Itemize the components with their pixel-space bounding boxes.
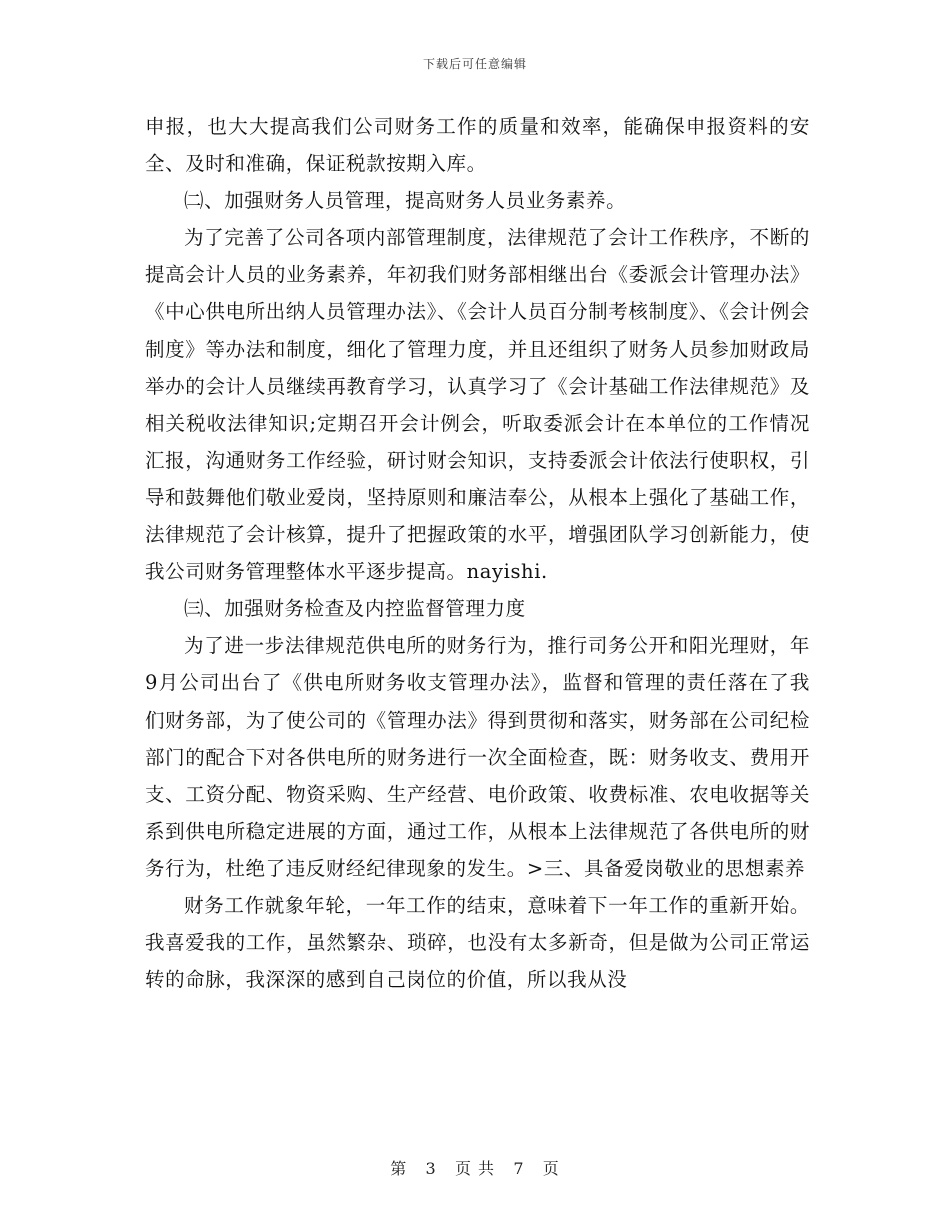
paragraph-1: 申报，也大大提高我们公司财务工作的质量和效率，能确保申报资料的安全、及时和准确，保证税款按期入库。	[145, 115, 810, 176]
paragraph-5: 为了进一步法律规范供电所的财务行为，推行司务公开和阳光理财，年9月公司出台了《供电所财务收支管理办法》，监督和管理的责任落在了我们财务部，为了使公司的《管理办法》得到贯彻和落实，财务部在公司纪检部门的配合下对各供电所的财务进行一次全面检查，既：财务收支、费用开支、工资分配、物资采购、生产经营、电价政策、收费标准、农电收据等关系到供电所稳定进展的方面，通过工作，从根本上法律规范了各供电所的财务行为，杜绝了违反财经纪律现象的发生。>三、具备爱岗敬业的思想素养	[145, 634, 810, 880]
section-heading-2: ㈡、加强财务人员管理，提高财务人员业务素养。	[184, 189, 627, 213]
footer-suffix: 页	[542, 1159, 560, 1178]
header-note: 下载后可任意编辑	[422, 57, 527, 71]
body-text	[145, 108, 810, 998]
section-heading-3: ㈢、加强财务检查及内控监督管理力度	[184, 597, 526, 621]
footer-current-page: 3	[425, 1159, 437, 1178]
page-footer	[0, 1156, 950, 1179]
footer-middle: 页 共	[454, 1159, 496, 1178]
paragraph-6: 财务工作就象年轮，一年工作的结束，意味着下一年工作的重新开始。我喜爱我的工作，虽然繁杂、琐碎，也没有太多新奇，但是做为公司正常运转的命脉，我深深的感到自己岗位的价值，所以我从没	[145, 893, 810, 992]
footer-prefix: 第	[390, 1159, 408, 1178]
paragraph-3: 为了完善了公司各项内部管理制度，法律规范了会计工作秩序，不断的提高会计人员的业务素养，年初我们财务部相继出台《委派会计管理办法》《中心供电所出纳人员管理办法》、《会计人员百分制考核制度》、《会计例会制度》等办法和制度，细化了管理力度，并且还组织了财务人员参加财政局举办的会计人员继续再教育学习，认真学习了《会计基础工作法律规范》及相关税收法律知识;定期召开会计例会，听取委派会计在本单位的工作情况汇报，沟通财务工作经验，研讨财会知识，支持委派会计依法行使职权，引导和鼓舞他们敬业爱岗，坚持原则和廉洁奉公，从根本上强化了基础工作，法律规范了会计核算，提升了把握政策的水平，增强团队学习创新能力，使我公司财务管理整体水平逐步提高。nayishi.	[145, 226, 810, 584]
footer-total-pages: 7	[513, 1159, 525, 1178]
